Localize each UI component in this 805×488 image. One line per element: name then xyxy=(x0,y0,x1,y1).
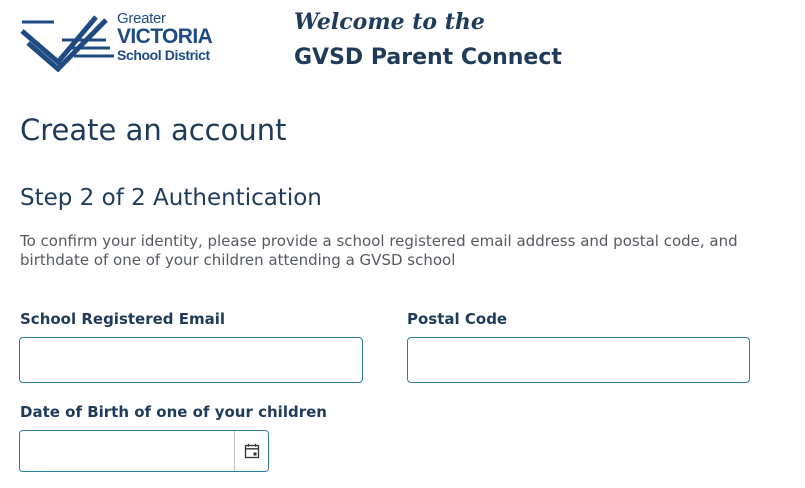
logo-victoria: VICTORIA xyxy=(117,25,213,48)
calendar-icon xyxy=(244,443,260,459)
page-header xyxy=(0,0,805,90)
page-title: Create an account xyxy=(20,113,287,147)
step-description: To confirm your identity, please provide a school registered email address and postal code, and birthdate of one of your children attending a GVSD school xyxy=(20,232,738,269)
logo-wordmark xyxy=(117,11,212,62)
email-field[interactable] xyxy=(20,338,362,382)
postal-code-label: Postal Code xyxy=(407,310,508,328)
app-title: GVSD Parent Connect xyxy=(294,45,562,70)
gvsd-logo-icon xyxy=(20,12,120,72)
dob-label: Date of Birth of one of your children xyxy=(20,403,327,421)
dob-field-wrapper xyxy=(19,430,269,472)
postal-code-field[interactable] xyxy=(408,338,749,382)
postal-code-field-wrapper xyxy=(407,337,750,383)
logo-greater: Greater xyxy=(117,10,166,27)
email-label: School Registered Email xyxy=(20,310,226,328)
dob-field[interactable] xyxy=(20,431,234,471)
email-field-wrapper xyxy=(19,337,363,383)
calendar-button[interactable] xyxy=(234,431,268,471)
logo-district: School District xyxy=(117,47,210,63)
step-title: Step 2 of 2 Authentication xyxy=(20,185,322,211)
welcome-text: Welcome to the xyxy=(294,9,485,35)
gvsd-logo[interactable] xyxy=(20,12,230,72)
